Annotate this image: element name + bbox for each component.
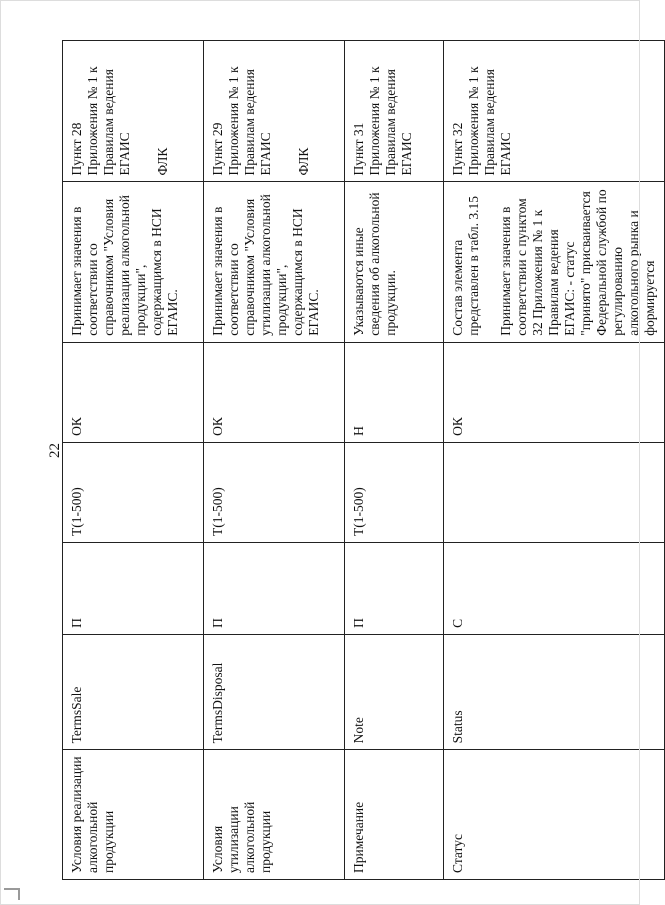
- reference-text: Пункт 29 Приложения № 1 к Правилам ведения ЕГАИС: [210, 66, 273, 176]
- field-code-text: Status: [450, 710, 465, 744]
- description-text: Состав элемента представлен в табл. 3.15: [450, 196, 481, 336]
- element-name-text: Статус: [450, 834, 465, 873]
- kind-cell: [345, 543, 444, 635]
- requirement-cell: [444, 342, 665, 442]
- kind-text: П: [210, 618, 225, 628]
- spacer: [133, 47, 155, 175]
- format-cell: [444, 442, 665, 542]
- reference-cell: [444, 41, 665, 182]
- description-cell: [345, 182, 444, 342]
- reference-text: Пункт 31 Приложения № 1 к Правилам ведения ЕГАИС: [351, 66, 414, 176]
- kind-text: П: [351, 618, 366, 628]
- format-text: T(1-500): [351, 487, 366, 537]
- requirement-text: ОК: [210, 417, 225, 436]
- kind-text: С: [450, 618, 465, 628]
- requirement-cell: [63, 342, 204, 442]
- reference-cell: [345, 41, 444, 182]
- format-text: T(1-500): [210, 487, 225, 537]
- element-name-cell: [63, 750, 204, 880]
- reference-text: Пункт 32 Приложения № 1 к Правилам ведения ЕГАИС: [450, 66, 513, 176]
- description-text: Принимает значения в соответствии со справочником "Условия реализации алкогольной продукции", содержащимся в НСИ ЕГАИС.: [69, 195, 180, 336]
- requirement-text: ОК: [69, 417, 84, 436]
- check-type-text: ФЛК: [155, 147, 170, 176]
- requirement-cell: [204, 342, 345, 442]
- description-text: Принимает значения в соответствии со справочником "Условия утилизации алкогольной продукции", содержащимся в НСИ ЕГАИС.: [210, 194, 321, 336]
- spacer: [482, 188, 498, 335]
- element-name-text: Условия реализации алкогольной продукции: [69, 756, 116, 873]
- format-cell: [204, 442, 345, 542]
- kind-cell: [63, 543, 204, 635]
- document-sheet: [62, 40, 657, 880]
- requirement-text: Н: [351, 426, 366, 436]
- requirement-text: ОК: [450, 417, 465, 436]
- spacer: [274, 47, 296, 175]
- element-name-cell: [345, 750, 444, 880]
- field-code-cell: [345, 634, 444, 749]
- table-row: [444, 41, 665, 880]
- field-code-text: TermsDisposal: [210, 662, 225, 744]
- requirement-cell: [345, 342, 444, 442]
- table-row: [63, 41, 204, 880]
- kind-text: П: [69, 618, 84, 628]
- egais-elements-table: [62, 40, 665, 880]
- rotated-table-wrapper: [62, 40, 657, 880]
- page-number: 22: [47, 443, 63, 458]
- field-code-text: Note: [351, 717, 366, 744]
- element-name-text: Условия утилизации алкогольной продукции: [210, 801, 273, 873]
- reference-text: Пункт 28 Приложения № 1 к Правилам ведения ЕГАИС: [69, 66, 132, 176]
- spacer: [514, 47, 536, 175]
- element-name-text: Примечание: [351, 801, 366, 873]
- element-name-cell: [204, 750, 345, 880]
- reference-cell: [63, 41, 204, 182]
- spacer: [399, 188, 415, 335]
- field-code-cell: [204, 634, 345, 749]
- check-type-text: ФЛК: [296, 147, 311, 176]
- field-code-text: TermsSale: [69, 686, 84, 744]
- format-cell: [63, 442, 204, 542]
- field-code-cell: [444, 634, 665, 749]
- field-code-cell: [63, 634, 204, 749]
- spacer: [322, 188, 338, 335]
- format-text: T(1-500): [69, 487, 84, 537]
- description-extra-text: Принимает значения в соответствии с пунктом 32 Приложения № 1 к Правилам ведения ЕГАИС: - статус "принято" присваивается Федеральной службой по регулированию алкогольного рынка и формируется: [498, 189, 657, 336]
- reference-cell: [204, 41, 345, 182]
- description-cell: [444, 182, 665, 342]
- element-name-cell: [444, 750, 665, 880]
- kind-cell: [444, 543, 665, 635]
- description-text: Указываются иные сведения об алкогольной продукции.: [351, 192, 398, 336]
- description-cell: [63, 182, 204, 342]
- format-cell: [345, 442, 444, 542]
- table-row: [345, 41, 444, 880]
- table-row: [204, 41, 345, 880]
- description-cell: [204, 182, 345, 342]
- spacer: [181, 188, 197, 335]
- scan-corner-mark: [4, 888, 20, 900]
- kind-cell: [204, 543, 345, 635]
- spacer: [415, 47, 437, 175]
